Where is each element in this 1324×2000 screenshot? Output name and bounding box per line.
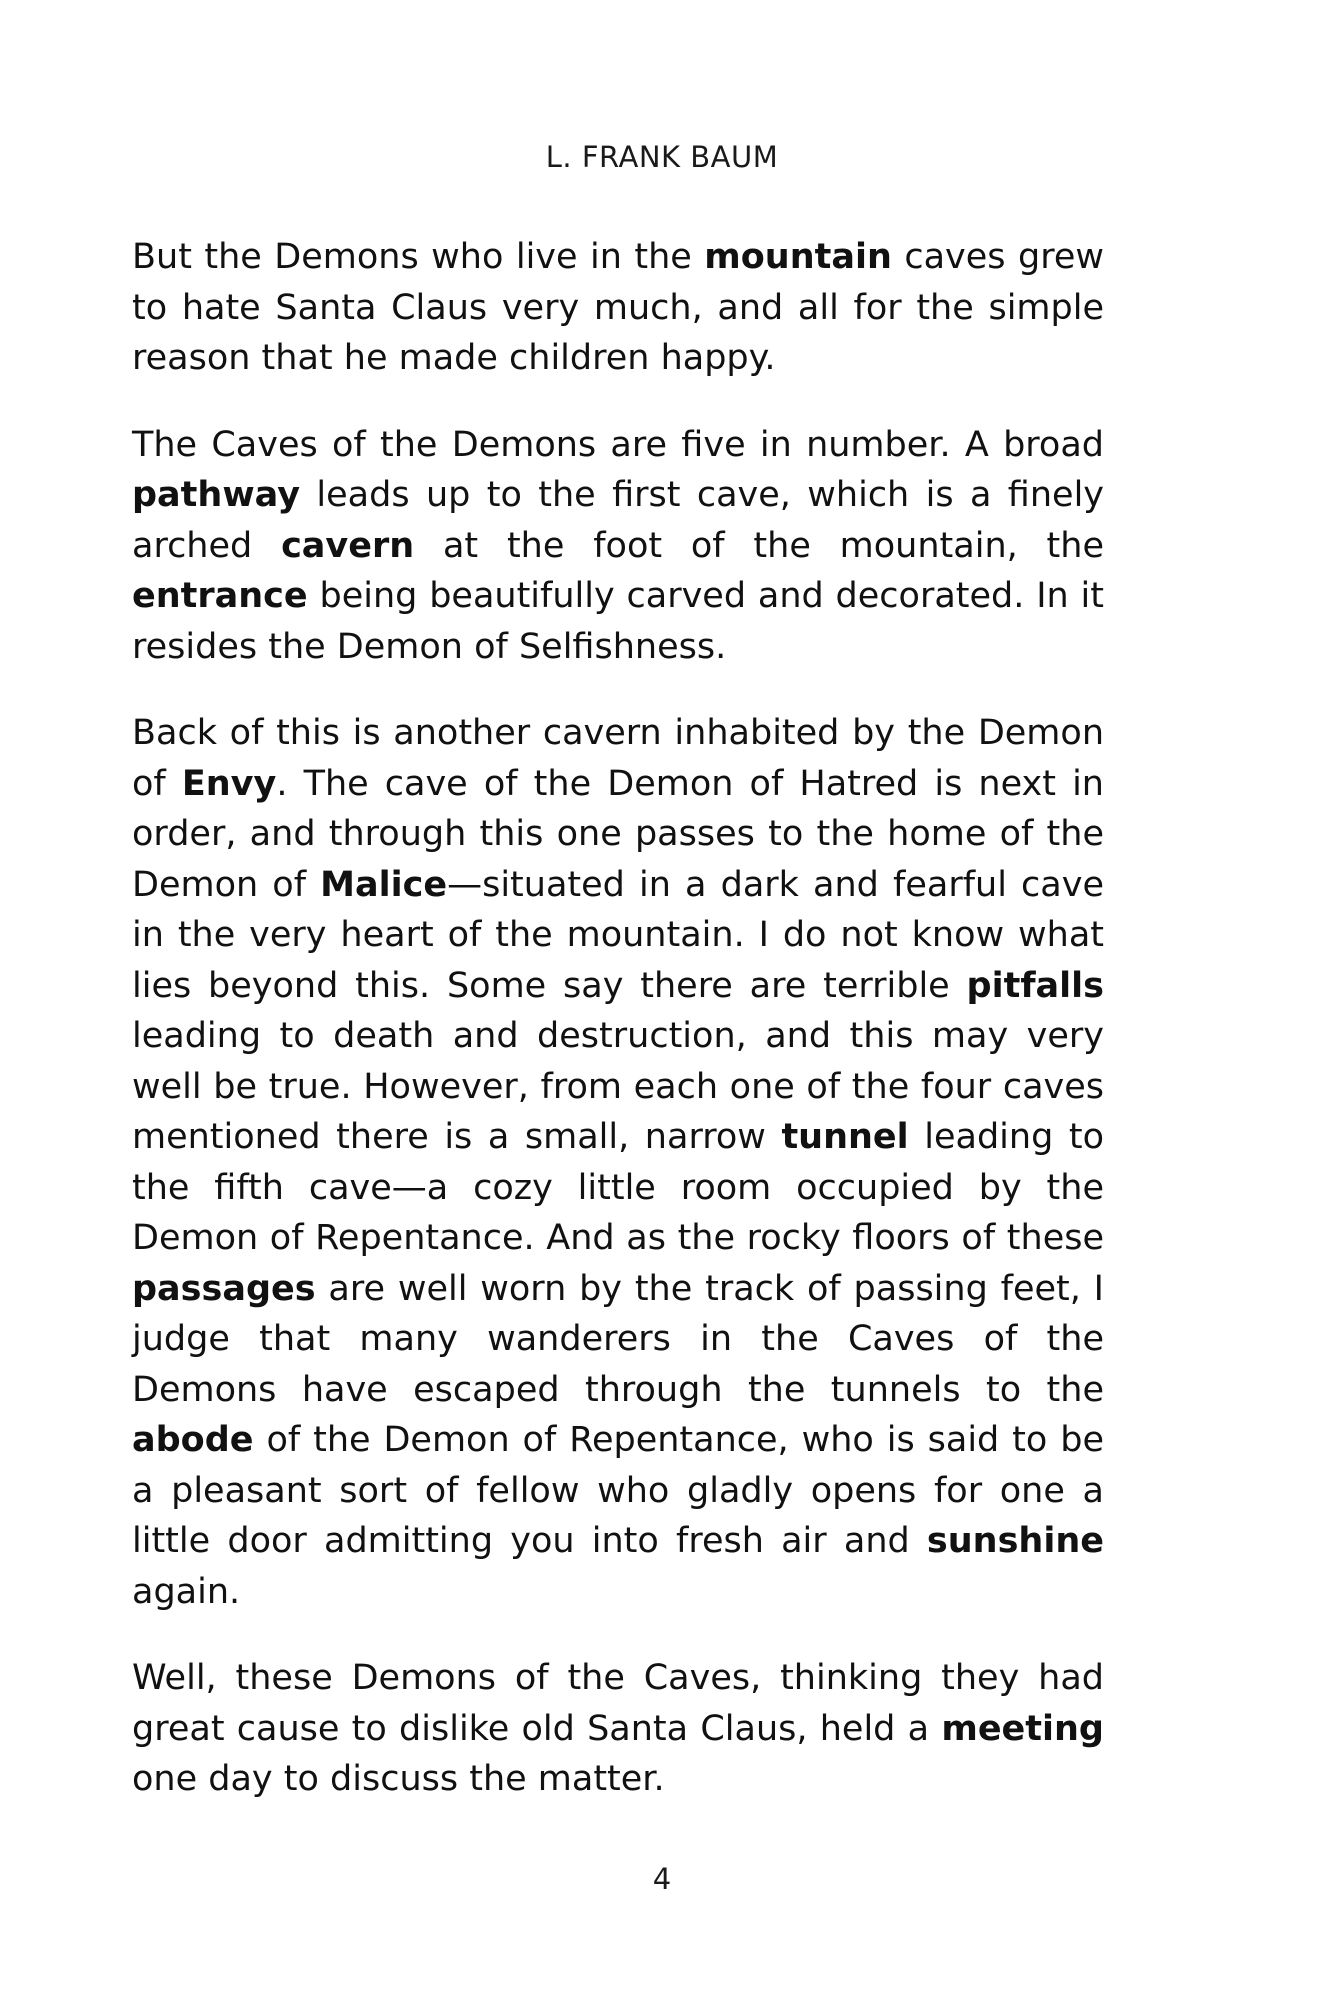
text-segment: . The cave of the Demon of Hatred is next in order, and through this one passes to the home of the Demon of	[132, 763, 1104, 905]
text-segment: —situated in a dark and fearful cave in the very heart of the mountain. I do not know what lies beyond this. Some say there are terrible	[132, 864, 1104, 1006]
paragraph-1	[132, 232, 1104, 384]
bold-word: pitfalls	[966, 965, 1104, 1006]
text-segment: at the foot of the mountain, the	[414, 525, 1104, 566]
bold-word: passages	[132, 1268, 316, 1309]
text-segment: one day to discuss the matter.	[132, 1759, 665, 1799]
text-segment: being beautifully carved and decorated. In it resides the Demon of Selfishness.	[132, 576, 1104, 667]
paragraph-2	[132, 420, 1104, 673]
bold-word: Malice	[320, 864, 448, 905]
text-segment: But the Demons who live in the	[132, 237, 705, 277]
bold-word: abode	[132, 1420, 254, 1460]
text-segment: leading to the fifth cave—a cozy little room occupied by the Demon of Repentance. And as the rocky floors of these	[132, 1117, 1104, 1258]
text-segment: The Caves of the Demons are five in number. A broad	[132, 424, 1104, 465]
text-segment: again.	[132, 1571, 241, 1612]
bold-word: pathway	[132, 475, 301, 515]
body-text	[132, 232, 1104, 1841]
bold-word: entrance	[132, 576, 308, 616]
bold-word: meeting	[941, 1708, 1104, 1749]
text-segment: caves grew to hate Santa Claus very much, and all for the simple reason that he made children happy.	[132, 237, 1105, 378]
text-segment: of the Demon of Repentance, who is said to be a pleasant sort of fellow who gladly opens for one a little door admitting you into fresh air and	[132, 1420, 1104, 1561]
bold-word: sunshine	[926, 1521, 1104, 1561]
paragraph-4	[132, 1653, 1104, 1805]
bold-word: mountain	[704, 237, 892, 277]
text-segment: Back of this is another cavern inhabited by the Demon of	[132, 713, 1104, 804]
text-segment: leads up to the first cave, which is a finely arched	[132, 475, 1104, 566]
page-number: 4	[652, 1862, 672, 1896]
running-head: L. FRANK BAUM	[545, 140, 779, 174]
text-segment: are well worn by the track of passing feet, I judge that many wanderers in the Caves of the Demons have escaped through the tunnels to the	[132, 1268, 1104, 1410]
text-segment: Well, these Demons of the Caves, thinking they had great cause to dislike old Santa Claus, held a	[132, 1658, 1104, 1749]
bold-word: Envy	[181, 763, 277, 804]
bold-word: cavern	[281, 525, 415, 566]
bold-word: tunnel	[781, 1117, 909, 1157]
text-segment: leading to death and destruction, and this may very well be true. However, from each one of the four caves mentioned there is a small, narrow	[132, 1016, 1104, 1157]
paragraph-3	[132, 708, 1104, 1617]
